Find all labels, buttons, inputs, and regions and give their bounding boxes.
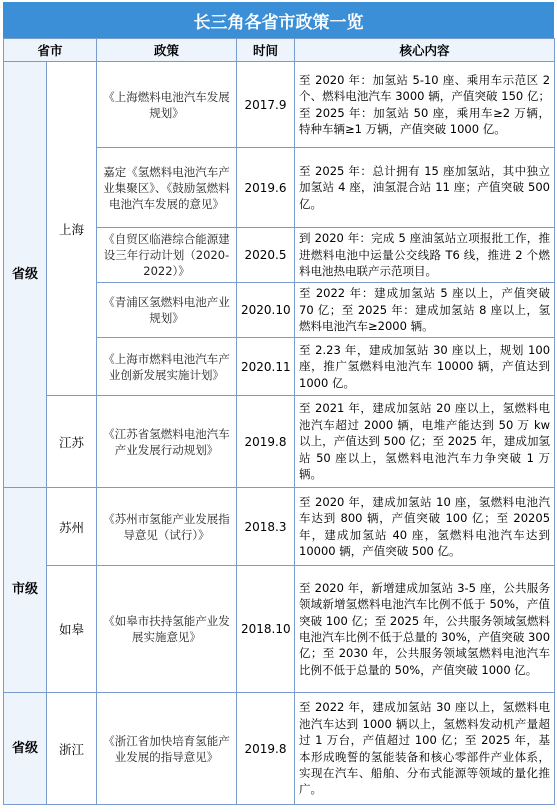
content-cell: 至 2020 年，建成加氢站 10 座，氢燃料电池汽车达到 800 辆，产值突破 100 亿；至 20205 年，建成加氢站 40 座，氢燃料电池汽车达到 10000 辆，产值突破 500 亿。 (295, 488, 555, 566)
table-row (4, 62, 555, 148)
policy-cell: 《上海市燃料电池汽车产业创新发展实施计划》 (97, 338, 237, 396)
policy-cell: 《江苏省氢燃料电池汽车产业发展行动规划》 (97, 396, 237, 488)
content-cell: 至 2022 年，建成加氢站 30 座以上，氢燃料电池汽车达到 1000 辆以上，氢燃料发动机产量超过 1 万台，产值超过 100 亿；至 2025 年，基本形成晚誓的氢能装备和核心零部件产业体系，实现在汽车、船舶、分布式能源等领域的量化推广。 (295, 693, 555, 805)
level-cell-province-2 (4, 693, 47, 805)
time-cell: 2019.8 (237, 396, 295, 488)
header-row (4, 39, 555, 62)
policy-cell: 嘉定《氢燃料电池汽车产业集聚区》、《鼓励氢燃料电池汽车发展的意见》 (97, 148, 237, 228)
time-cell: 2020.11 (237, 338, 295, 396)
time-cell: 2017.9 (237, 62, 295, 148)
content-cell: 至 2022 年：建成加氢站 5 座以上，产值突破 70 亿；至 2025 年：建成加氢站 8 座以上，氢燃料电池汽车≥2000 辆。 (295, 283, 555, 338)
time-cell: 2020.5 (237, 228, 295, 283)
content-cell: 至 2025 年：总计拥有 15 座加氢站，其中独立加氢站 4 座，油氢混合站 11 座；产值突破 500 亿。 (295, 148, 555, 228)
time-cell: 2019.8 (237, 693, 295, 805)
time-cell: 2020.10 (237, 283, 295, 338)
content-cell: 到 2020 年：完成 5 座油氢站立项报批工作，推进燃料电池中运量公交线路 T6 线，推进 2 个燃料电池热电联产示范项目。 (295, 228, 555, 283)
policy-cell: 《自贸区临港综合能源建设三年行动计划（2020-2022）》 (97, 228, 237, 283)
level-label: 省级 (11, 740, 38, 756)
region-cell: 苏州 (47, 488, 97, 566)
table-title: 长三角各省市政策一览 (3, 2, 554, 38)
header-policy: 政策 (97, 39, 237, 62)
header-region: 省市 (4, 39, 97, 62)
policy-cell: 《如皋市扶持氢能产业发展实施意见》 (97, 566, 237, 693)
table-row (4, 396, 555, 488)
time-cell: 2019.6 (237, 148, 295, 228)
table-row (4, 488, 555, 566)
level-label: 省级 (11, 266, 38, 282)
table-row (4, 566, 555, 693)
policy-cell: 《青浦区氢燃料电池产业规划》 (97, 283, 237, 338)
policy-cell: 《上海燃料电池汽车发展规划》 (97, 62, 237, 148)
content-cell: 至 2020 年，新增建成加氢站 3-5 座，公共服务领域新增氢燃料电池汽车比例不低于 50%，产值突破 100 亿；至 2025 年，公共服务领域氢燃料电池汽车比例不低于总量的 30%，产值突破 300 亿；至 2030 年，公共服务领域氢燃料电池汽车比例不低于总量的 50%，产值突破 1000 亿。 (295, 566, 555, 693)
region-cell: 浙江 (47, 693, 97, 805)
time-cell: 2018.3 (237, 488, 295, 566)
region-cell: 江苏 (47, 396, 97, 488)
content-cell: 至 2021 年，建成加氢站 20 座以上，氢燃料电池汽车超过 2000 辆，电堆产能达到 50 万 kw 以上，产值达到 500 亿；至 2025 年，建成加氢站 50 座以上，氢燃料电池汽车力争突破 1 万辆。 (295, 396, 555, 488)
policy-cell: 《浙江省加快培育氢能产业发展的指导意见》 (97, 693, 237, 805)
policy-table (3, 38, 555, 805)
table-row (4, 693, 555, 805)
region-cell: 上海 (47, 62, 97, 396)
content-cell: 至 2020 年：加氢站 5-10 座、乘用车示范区 2 个、燃料电池汽车 3000 辆，产值突破 150 亿；至 2025 年：加氢站 50 座，乘用车≥2 万辆，特种车辆≥1 万辆，产值突破 1000 亿。 (295, 62, 555, 148)
level-cell-city (4, 488, 47, 693)
policy-cell: 《苏州市氢能产业发展指导意见（试行）》 (97, 488, 237, 566)
content-cell: 至 2.23 年，建成加氢站 30 座以上，规划 100 座，推广氢燃料电池汽车 10000 辆，产值达到 1000 亿。 (295, 338, 555, 396)
header-time: 时间 (237, 39, 295, 62)
level-label: 市级 (11, 582, 38, 597)
region-cell: 如皋 (47, 566, 97, 693)
level-cell-province-1 (4, 62, 47, 488)
time-cell: 2018.10 (237, 566, 295, 693)
header-content: 核心内容 (295, 39, 555, 62)
